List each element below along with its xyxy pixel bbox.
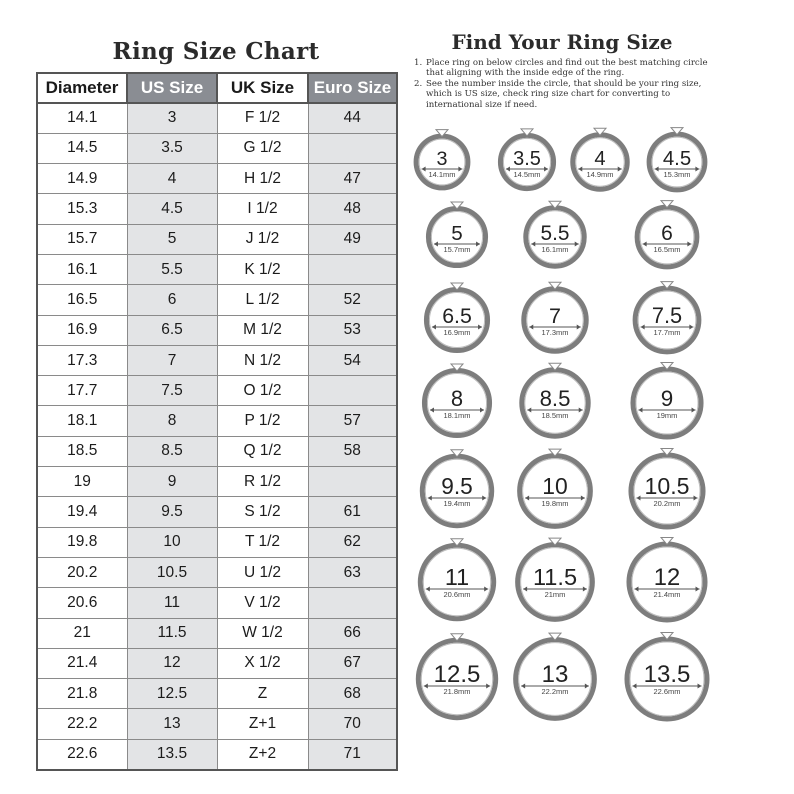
ring-size-label: 13 [541, 661, 569, 688]
ring-size-label: 10 [542, 473, 568, 499]
step-text: Place ring on below circles and find out the best matching circle that aligning with the inside edge of the ring. [426, 58, 708, 79]
ring-diameter-label: 15.3mm [663, 170, 691, 179]
cell-diameter: 16.1 [37, 254, 127, 284]
table-row [37, 497, 397, 527]
table-row [37, 527, 397, 557]
ring-diameter-label: 22.6mm [653, 687, 681, 696]
ring-diameter-label: 15.7mm [443, 245, 471, 254]
table-row [37, 164, 397, 194]
ring-size-label: 5 [451, 222, 463, 245]
cell-uk-size: V 1/2 [217, 588, 308, 618]
ring-circle [637, 201, 697, 267]
table-row [37, 103, 397, 133]
cell-euro-size: 48 [308, 194, 397, 224]
cell-diameter: 18.1 [37, 406, 127, 436]
cell-us-size: 12.5 [127, 679, 217, 709]
table-row [37, 739, 397, 769]
cell-uk-size: K 1/2 [217, 254, 308, 284]
table-row [37, 618, 397, 648]
cell-us-size: 3.5 [127, 133, 217, 163]
cell-diameter: 19.8 [37, 527, 127, 557]
cell-euro-size [308, 133, 397, 163]
cell-us-size: 5 [127, 224, 217, 254]
table-row [37, 588, 397, 618]
ring-diameter-label: 17.7mm [653, 328, 681, 337]
cell-uk-size: G 1/2 [217, 133, 308, 163]
cell-diameter: 20.6 [37, 588, 127, 618]
cell-euro-size: 62 [308, 527, 397, 557]
ring-circle [422, 450, 491, 526]
cell-us-size: 6.5 [127, 315, 217, 345]
cell-uk-size: M 1/2 [217, 315, 308, 345]
cell-diameter: 22.2 [37, 709, 127, 739]
cell-euro-size: 58 [308, 436, 397, 466]
table-row [37, 436, 397, 466]
cell-euro-size [308, 254, 397, 284]
cell-us-size: 11 [127, 588, 217, 618]
ring-circle [524, 282, 586, 351]
cell-euro-size [308, 588, 397, 618]
ring-circle [416, 130, 468, 188]
table-row [37, 709, 397, 739]
cell-diameter: 14.9 [37, 164, 127, 194]
cell-euro-size: 70 [308, 709, 397, 739]
cell-uk-size: L 1/2 [217, 285, 308, 315]
ring-circle [573, 128, 627, 189]
ring-diameter-label: 16.1mm [541, 245, 569, 254]
ring-circle [635, 282, 699, 352]
ring-diameter-label: 22.2mm [541, 687, 569, 696]
step-text: See the number inside the circle, that should be your ring size, which is US size, check ring size chart for converting to international size if need. [426, 78, 702, 110]
cell-us-size: 4.5 [127, 194, 217, 224]
cell-diameter: 15.3 [37, 194, 127, 224]
ring-size-label: 4.5 [662, 148, 692, 170]
cell-uk-size: Z+2 [217, 739, 308, 769]
table-row [37, 376, 397, 406]
cell-euro-size: 66 [308, 618, 397, 648]
ring-size-label: 11 [444, 564, 470, 590]
ring-size-label: 12.5 [433, 661, 481, 688]
cell-us-size: 3 [127, 103, 217, 133]
ring-circle [426, 283, 487, 351]
ring-diameter-label: 16.9mm [443, 328, 471, 337]
ring-size-label: 4 [594, 148, 606, 170]
ring-size-label: 8 [450, 386, 464, 411]
ring-size-label: 10.5 [644, 473, 690, 499]
cell-uk-size: O 1/2 [217, 376, 308, 406]
cell-us-size: 8 [127, 406, 217, 436]
table-row [37, 315, 397, 345]
ring-size-label: 9.5 [441, 473, 473, 499]
cell-uk-size: T 1/2 [217, 527, 308, 557]
ring-diameter-label: 16.5mm [653, 245, 681, 254]
ring-circle [631, 448, 703, 527]
cell-diameter: 16.5 [37, 285, 127, 315]
step-number: 1. [414, 58, 423, 68]
cell-us-size: 10 [127, 527, 217, 557]
ring-size-label: 13.5 [643, 661, 691, 688]
cell-diameter: 15.7 [37, 224, 127, 254]
ring-circle [522, 363, 588, 436]
ring-diameter-label: 21.8mm [443, 687, 471, 696]
header-us-size: US Size [127, 73, 217, 103]
table-row [37, 194, 397, 224]
cell-uk-size: R 1/2 [217, 467, 308, 497]
cell-uk-size: F 1/2 [217, 103, 308, 133]
ring-size-label: 8.5 [539, 386, 571, 411]
ring-circle [428, 202, 485, 266]
ring-circle [516, 633, 595, 718]
cell-diameter: 19.4 [37, 497, 127, 527]
header-euro-size: Euro Size [308, 73, 397, 103]
ring-size-label: 7 [549, 304, 561, 328]
cell-euro-size: 47 [308, 164, 397, 194]
ring-circle [418, 634, 495, 718]
ring-circle [629, 537, 705, 620]
guide-title: Find Your Ring Size [451, 30, 673, 54]
ring-circle [518, 538, 593, 619]
table-row [37, 285, 397, 315]
cell-euro-size: 63 [308, 557, 397, 587]
cell-uk-size: U 1/2 [217, 557, 308, 587]
cell-euro-size [308, 467, 397, 497]
cell-diameter: 18.5 [37, 436, 127, 466]
cell-us-size: 11.5 [127, 618, 217, 648]
cell-euro-size: 57 [308, 406, 397, 436]
ring-diameter-label: 14.9mm [586, 170, 614, 179]
cell-diameter: 16.9 [37, 315, 127, 345]
cell-diameter: 21 [37, 618, 127, 648]
cell-uk-size: S 1/2 [217, 497, 308, 527]
table-row [37, 224, 397, 254]
cell-diameter: 14.5 [37, 133, 127, 163]
instruction-step [414, 79, 714, 110]
ring-diameter-label: 19.8mm [541, 499, 569, 508]
cell-euro-size: 54 [308, 345, 397, 375]
ring-circle [627, 632, 707, 719]
ring-diameter-label: 20.6mm [443, 590, 471, 599]
cell-euro-size: 71 [308, 739, 397, 769]
cell-diameter: 21.8 [37, 679, 127, 709]
table-row [37, 133, 397, 163]
cell-uk-size: H 1/2 [217, 164, 308, 194]
cell-us-size: 7.5 [127, 376, 217, 406]
cell-uk-size: N 1/2 [217, 345, 308, 375]
ring-size-label: 5.5 [540, 222, 570, 245]
ring-size-table [36, 72, 398, 771]
ring-circle [520, 449, 591, 526]
cell-uk-size: I 1/2 [217, 194, 308, 224]
ring-size-label: 3.5 [513, 148, 541, 170]
cell-uk-size: Q 1/2 [217, 436, 308, 466]
ring-circle [420, 539, 493, 619]
cell-uk-size: Z [217, 679, 308, 709]
ring-diameter-label: 19.4mm [443, 499, 471, 508]
cell-us-size: 6 [127, 285, 217, 315]
ring-diameter-label: 18.1mm [443, 411, 471, 420]
cell-diameter: 22.6 [37, 739, 127, 769]
table-row [37, 557, 397, 587]
cell-uk-size: P 1/2 [217, 406, 308, 436]
cell-uk-size: W 1/2 [217, 618, 308, 648]
table-row [37, 648, 397, 678]
ring-diameter-label: 21mm [544, 590, 566, 599]
ring-diameter-label: 14.5mm [513, 170, 541, 179]
cell-us-size: 8.5 [127, 436, 217, 466]
ring-size-label: 12 [653, 564, 681, 591]
cell-uk-size: X 1/2 [217, 648, 308, 678]
cell-euro-size: 68 [308, 679, 397, 709]
ring-size-label: 11.5 [532, 564, 578, 590]
ring-size-label: 6 [661, 222, 673, 245]
cell-us-size: 4 [127, 164, 217, 194]
ring-circle [633, 362, 701, 437]
ring-size-label: 7.5 [651, 303, 683, 328]
cell-diameter: 17.7 [37, 376, 127, 406]
ring-size-label: 9 [660, 386, 674, 411]
cell-euro-size: 53 [308, 315, 397, 345]
table-row [37, 467, 397, 497]
instructions [414, 58, 714, 110]
cell-diameter: 19 [37, 467, 127, 497]
table-row [37, 406, 397, 436]
cell-uk-size: Z+1 [217, 709, 308, 739]
cell-euro-size: 61 [308, 497, 397, 527]
instruction-step [414, 58, 714, 79]
ring-circle [500, 129, 553, 189]
table-row [37, 345, 397, 375]
ring-circle [526, 201, 584, 266]
cell-us-size: 13.5 [127, 739, 217, 769]
cell-us-size: 12 [127, 648, 217, 678]
header-uk-size: UK Size [217, 73, 308, 103]
ring-circle [424, 364, 489, 436]
header-diameter: Diameter [37, 73, 127, 103]
ring-size-label: 6.5 [442, 304, 472, 328]
cell-diameter: 17.3 [37, 345, 127, 375]
cell-euro-size [308, 376, 397, 406]
ring-circles [400, 120, 794, 794]
step-number: 2. [414, 78, 423, 89]
ring-diameter-label: 21.4mm [653, 590, 681, 599]
chart-title: Ring Size Chart [112, 38, 320, 65]
cell-euro-size: 67 [308, 648, 397, 678]
cell-euro-size: 52 [308, 285, 397, 315]
cell-us-size: 10.5 [127, 557, 217, 587]
cell-us-size: 9 [127, 467, 217, 497]
cell-us-size: 5.5 [127, 254, 217, 284]
cell-uk-size: J 1/2 [217, 224, 308, 254]
ring-circle [649, 128, 705, 190]
cell-diameter: 20.2 [37, 557, 127, 587]
cell-us-size: 13 [127, 709, 217, 739]
ring-diameter-label: 14.1mm [428, 170, 456, 179]
cell-euro-size: 44 [308, 103, 397, 133]
cell-us-size: 9.5 [127, 497, 217, 527]
ring-diameter-label: 17.3mm [541, 328, 569, 337]
ring-diameter-label: 20.2mm [653, 499, 681, 508]
table-row [37, 679, 397, 709]
table-row [37, 254, 397, 284]
cell-us-size: 7 [127, 345, 217, 375]
cell-diameter: 14.1 [37, 103, 127, 133]
ring-diameter-label: 19mm [656, 411, 678, 420]
cell-diameter: 21.4 [37, 648, 127, 678]
cell-euro-size: 49 [308, 224, 397, 254]
ring-size-label: 3 [436, 148, 448, 170]
table-header-row [37, 73, 397, 103]
ring-diameter-label: 18.5mm [541, 411, 569, 420]
